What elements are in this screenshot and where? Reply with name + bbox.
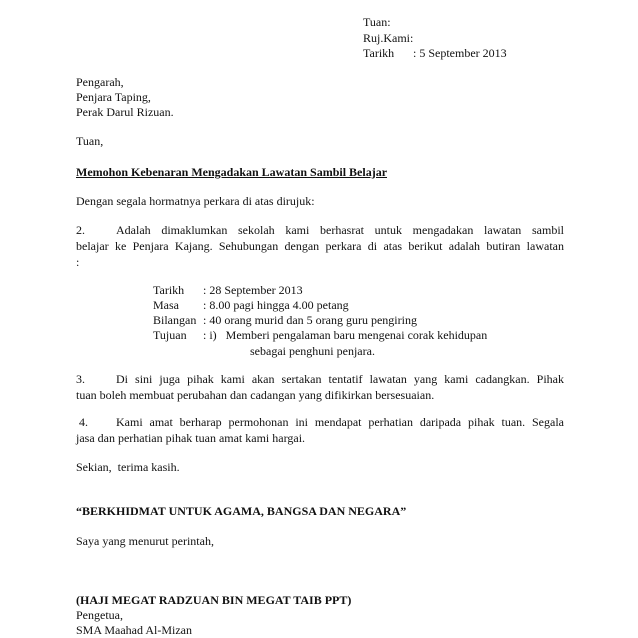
detail-value: : 40 orang murid dan 5 orang guru pengiring	[203, 313, 417, 327]
paragraph-2-line-2: belajar ke Penjara Kajang. Sehubungan dengan perkara di atas berikut adalah butiran lawatan	[76, 239, 564, 253]
paragraph-4	[76, 414, 564, 446]
recipient-line-2: Penjara Taping,	[76, 90, 151, 104]
motto: “BERKHIDMAT UNTUK AGAMA, BANGSA DAN NEGARA”	[76, 504, 407, 518]
ref-date-label: Tarikh	[363, 46, 395, 60]
signatory-position: Pengetua,	[76, 608, 123, 622]
paragraph-2-line-1: 2. Adalah dimaklumkan sekolah kami berhasrat untuk mengadakan lawatan sambil	[76, 223, 564, 237]
ref-date-value: : 5 September 2013	[413, 46, 507, 60]
detail-key: Masa	[153, 298, 179, 312]
detail-row-tarikh	[153, 282, 303, 298]
paragraph-3	[76, 371, 564, 403]
paragraph-3-number: 3.	[76, 372, 85, 386]
paragraph-2-line-3: :	[76, 255, 80, 269]
detail-value: : 28 September 2013	[203, 283, 303, 297]
closing-line: Sekian, terima kasih.	[76, 460, 180, 474]
detail-value: : 8.00 pagi hingga 4.00 petang	[203, 298, 349, 312]
paragraph-4-line-2: jasa dan perhatian pihak tuan amat kami hargai.	[76, 431, 306, 445]
detail-key: Bilangan	[153, 313, 197, 327]
detail-row-bilangan	[153, 312, 417, 328]
school-name: SMA Maahad Al-Mizan	[76, 623, 192, 637]
paragraph-2	[76, 222, 564, 270]
salutation: Tuan,	[76, 134, 104, 148]
detail-row-tujuan	[153, 327, 488, 343]
paragraph-2-number: 2.	[76, 223, 85, 237]
detail-value: : i) Memberi pengalaman baru mengenai corak kehidupan	[203, 328, 488, 342]
paragraph-4-line-1: 4. Kami amat berharap permohonan ini mendapat perhatian daripada pihak tuan. Segala	[76, 414, 564, 430]
opening-line: Dengan segala hormatnya perkara di atas dirujuk:	[76, 194, 315, 208]
paragraph-3-line-1: 3. Di sini juga pihak kami akan sertakan tentatif lawatan yang kami cadangkan. Pihak	[76, 372, 564, 386]
paragraph-4-number: 4.	[79, 415, 88, 429]
ref-ruj-kami: Ruj.Kami:	[363, 31, 414, 45]
detail-tujuan-continuation: sebagai penghuni penjara.	[250, 344, 375, 358]
detail-key: Tujuan	[153, 328, 187, 342]
detail-row-masa	[153, 297, 349, 313]
sign-off: Saya yang menurut perintah,	[76, 534, 214, 548]
letter-subject: Memohon Kebenaran Mengadakan Lawatan Sambil Belajar	[76, 165, 388, 179]
paragraph-3-line-2: tuan boleh membuat perubahan dan cadangan yang difikirkan bersesuaian.	[76, 388, 435, 402]
recipient-line-1: Pengarah,	[76, 75, 124, 89]
ref-date	[363, 45, 507, 61]
signatory-name: (HAJI MEGAT RADZUAN BIN MEGAT TAIB PPT)	[76, 593, 352, 607]
detail-key: Tarikh	[153, 283, 185, 297]
recipient-line-3: Perak Darul Rizuan.	[76, 105, 174, 119]
ref-tuan: Tuan:	[363, 15, 391, 29]
